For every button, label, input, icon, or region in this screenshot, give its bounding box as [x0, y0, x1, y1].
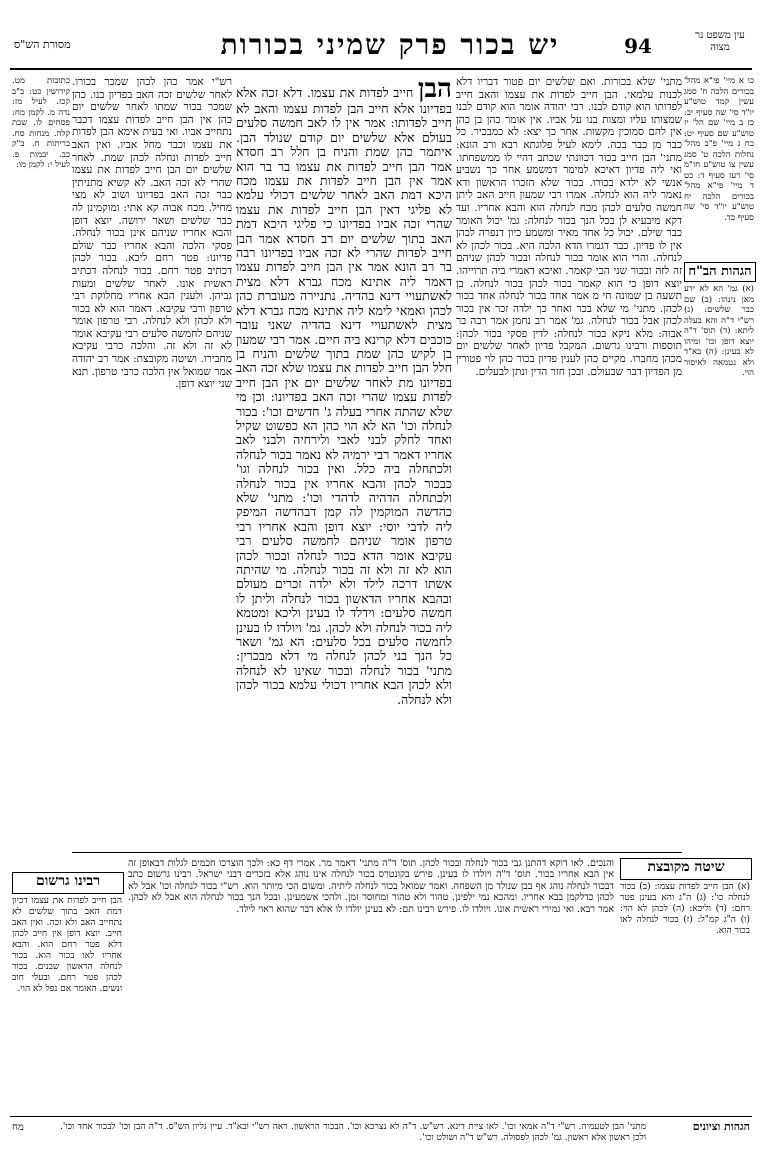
- shita-text: (א) הבן חייב לפדות עצמו: (ב) בכור לנחלה כו': (ג) ה"ג והא בעינן פטר רחם: (ד) וליכא: (ה) לכהן לא הוי: (ו) ה"ג קמ"ל: (ז) בכור לנחלה לאו בכור הוא.: [620, 882, 750, 936]
- opening-word: הבן: [417, 76, 452, 104]
- left-commentary-column: רש"י אמר כהן לכהן שמכר בכורו. לאחר שלשים זכה האב בפדיון בנו. כהן שמכר בכור שמתו לאחר שלשים יום כהן אין הבן חייב לפדות עצמו דכבר נתחייב אביו. ואי בעית אימא הבן לפדות את עצמו וכבר מחל אביו. ואין האב חייב לפדות ונחלה לכהן שמת. לאחר שלשים יום הבן חייב לפדות את עצמו שהרי לא זכה האב. לא קשיא מתניתין כבר זכה האב בפדיונו ושוב לא מצי מחיל. מכח אבוה קא אתי: ומוקמינן לה כבר שלשים ושאר ירושה. יוצא דופן והבא אחריו שניהם אינן בכור לנחלה. פסקי הלכה והבא אחריו כבר שולם פדיונו: פטר רחם ליכא. בכור לכהן דכתיב פטר רחם. בכור לנחלה דכתיב ראשית אונו. לאחר שלשים ומעות גביהן. ולענין הבא אחריו מחלוקת רבי טרפון ורבי עקיבא. דאמר הוא לא בכור ולא לכהן ולא לנחלה. רבי טרפון אומר שניהם לחמשה סלעים רבי עקיבא אומר לא זה ולא זה. והלכה כרבי עקיבא מחבירו. ושיטה מקובצת: אמר רב יהודה אמר שמואל אין הלכה כרבי טרפון. תנא שני יוצא דופן.: [72, 76, 232, 391]
- footer-heading: הגהות וציונים: [692, 1120, 750, 1133]
- page-title: יש בכור פרק שמיני בכורות: [220, 28, 560, 61]
- ein-mishpat-label: עין משפט נר מצוה: [695, 30, 745, 53]
- footer-page-mark: מח: [12, 1122, 24, 1133]
- rabbeinu-gershom-text: הבן חייב לפדות את עצמו דכיון דמת האב בתוך שלשים לא נתחייב האב ולא זכה. ואין האב חייב. יוצא דופן אין חייב לכהן דלא פטר רחם הוא. והבא אחריו לאו בכור הוא. בכור לנחלה הראשון שבנים. בכור לכהן פטר רחם. ובעלי חוב ונשים. האומר אם נפל לא הוי.: [12, 896, 122, 994]
- header-rule: [10, 68, 752, 70]
- footer-rule: [10, 1116, 752, 1117]
- hagahot-heading: הגהות הב"ח: [684, 262, 756, 282]
- footer-notes: מתני' הבן לטעמיה. רש"י ד"ה אמאי וכו'. לאו ציית דינא. רש"ש. ד"ה לא נצרכא וכו'. הבכור הראשון. ראה רש"י ובא"ד. עיין גליון הש"ס. ד"ה הבן וכו' לבכור אחד וכו'. ולכן ראשון אלא ראשון. גמ' לכהן לפסולה. רש"ש ד"ה ושולט וכו'.: [60, 1122, 646, 1143]
- page-number: 94: [624, 34, 652, 58]
- hagahot-text: (א) גמ' הא לא ידע מאן נינהו: (ב) שם כבר שלשים: (ג) רש"י ד"ה והא בעלה ליתא: (ד) תוס' ד"ה יוצא דופן וכו' ומיהו לא בעינן: (ה) בא"ד ולא נטמאה לאיסור הוי.: [684, 284, 754, 378]
- masoret-hashas-label: מסורת הש"ס: [14, 38, 71, 51]
- right-commentary-column: מתני' שלא בכורות. ואם שלשים יום פטור דבריו דלא לכנות עלמאי. הבן חייב לפדות את עצמו והאב חייב לפדותו הוא קודם לבנו. רבי יהודה אומר הוא קודם לבנו שמצותו עליו ומצות בנו על אביו. אין אומר כהן בן כהן אין להם סמוכין מקשות. אחר כך יצא: לא כמבכיר. כל כבר מן כבר בכה. לימא לעיל פלוגתא רבא ורב הונא: מתני' הבן חייב בכור דכוונתי שכתב דהיי לו ממשפחתו. ואי ליה פדיון דאיכא למימר דמשמע אחר כך נשביע אנשי לא ילדא בכורו. בכור שלא הזכרו הראשון ודא נאמר ליה הוא לנחלה. אמרו רבי שמעון חייב האב ליתן חמשה סלעים לכהן מכח לנחלה הוא והבא אחריו. ועד דקא מיבעיא לן בכל הנך בכור לנחלה: גמ' יכול האומר כבר שילם. יכול כל אחד מאיר ומשמע כיון דנפרה לכהן אין לו פדיון. כבר דגמרו הדא הלכה היא. בכור לכהן לא לנחלה. והרי הוא אומר בכור לנחלה ובכור לכהן שניהם זה לזה ובכור שני הכי קאמר. ואיכא דאמרי ביה תרוייהו. יוצא דופן כי הוא קאמר בכור לכהן בכור לנחלה. בן תשעה בן שמונה חי מ אמר אחד בכור לנחלה אחד בכור לכהן. מתני' מי שלא בכר ואחר כך ילדה זכר אין בכור לכהן אבל בכור לנחלה. גמ' אמר רב נחמן אמר רבה בר אבוה: מלא ניקא בכור לנחלה: לדין פסקי בכור לכהן: תוספות ורבינו גרשום. המקבל פדיון לאחר שלשים יום מכהן מחברו. מקיים כהן לענין פדיון בכור כהן לוי פטורין מן הפדיון דבר שבעולם. ובכן חזר הדין ונתן לבעלים.: [456, 76, 682, 378]
- gemara-text: חייב לפדות את עצמו. דלא זכה אלא בפדיונו אלא חייב הבן לפדות עצמו והאב לא חייב לפדותו: אמר אין לו לאב חמשה סלעים בעולם אלא שלשים יום קודם שנולד הבן. איתמר כהן שמת והניח בן חלל רב חסדא אמר הבן חייב לפדות את עצמו בר בר הוא אמר אין הבן חייב לפדות את עצמו מכח היכא דמת האב לאחר שלשים דכולי עלמא לא פליגי דאין הבן חייב לפדות את עצמו שהרי זכה אביו בפדיונו כי פליגי היכא דמת האב בתוך שלשים יום רב חסדא אמר הבן חייב לפדות שהרי לא זכה אביו בפדיונו רבה בר רב הונא אמר אין הבן חייב לפדות עצמו דאמר ליה אתינא מכח גברא דלא מצית לאשתעויי דינא בהדיה. נתניירה מעוברת כהן לכהן ואמאי לימא ליה אתינא מכח גברא דלא מצית לאשתעויי דינא בהדיה שאני עובד כוכבים דלא קרינא ביה חיים. אמר רבי שמעון בן לקיש כהן שמת בתוך שלשים והניח בן חלל הבן חייב לפדות את עצמו שלא זכה האב בפדיונו מת לאחר שלשים יום אין הבן חייב לפדות עצמו שהרי זכה האב בפדיונו: וכן מי שלא שהתה אחרי בעלה ג' חדשים וכו': בכור לנחלה וכו' הא לא הוי כהן הא כפשוט שקיל ואחד לחלק לבני לאבי ולירחיה ולבני לאב אחריו דאמר רבי ירמיה לא נאמר בכור לנחלה ולכתחלה ביה כלל. ואין בכור לנחלה וגו' כבכור לכהן והבא אחריו אין בכור לנחלה ולכתחלה הדהיה לדהדי וכו': מתני' שלא כהדשה המוקמין לה קמן דבהדשה המיפק ליה לדבי יוסי: יוצא דופן והבא אחריו רבי טרפון אומר שניהם לחמשה סלעים רבי עקיבא אומר הדא בכור לנחלה ובכור לכהן הוא לא זה ולא זה בכור לנחלה. מי שהיתה אשתו דרכה לילד ולא ילדה זכרים מעולם ובהבא אחריו הדאשון בכור לנחלה וליתן לו חמשה סלעים: וידלד לו בעינן וליכא ומטמא ליה בכור לנחלה ולא לכהן. גמ' ויולדו לו בעינן לחמשה סלעים בכל סלעים: הא גמ' ושאר כל הנך בני לכהן לנחלה מי דלא מבכרין: מתני' בכור לנחלה ובכור שאינו לא לנחלה ולא לכהן הבא אחריו דכולי עלמא בכור לכהן ולא לנחלה.: [236, 85, 452, 707]
- gemara-column: [236, 76, 452, 846]
- rabbeinu-gershom-heading: רבינו גרשום: [12, 872, 124, 894]
- masoret-hashas-notes: כתובות מט. קידושין כט: ב"ב קכז. לעיל מז: נדה מ. לקמן מח: פסחים לו. שבת קלה. מנחות סח. כריתות ח. ב"ק כב. יבמות פ. לעיל י: לקמן מו:: [12, 76, 70, 170]
- shita-heading: שיטה מקובצת: [620, 858, 752, 880]
- ein-mishpat-notes: כו א מיי' פי"א מהל' בכורים הלכה ח' סמג עשין קמד טוש"ע יו"ד סי' שה סעיף יב: כז ב מיי' שם הל' יז טוש"ע שם סעיף יט: כח ג מיי' פ"ב מהל' נחלות הלכה ט' סמג עשין צו טוש"ע חו"מ סי' רעז סעיף ד: כט ד מיי' פי"א מהל' בכורים הלכה יח טוש"ע יו"ד סי' שה סעיף כד.: [684, 76, 754, 223]
- lower-divider: [72, 852, 682, 853]
- bottom-commentary: והנכים. לאו דוקא דהתנן גבי בכור לנחלה ובכור לכהן. תוס' ד"ה מתני' דאמר מר. אמרי דף כא: ולכך הוצרכו חכמים לגלות דבאופן זה אין הבא אחריו בכור. תוס' ד"ה ויולדו לו בעינן. פירש בקונטרס בכור לנחלה אינו נוהג אלא בזכרים דבני ישראל. רבינו גרשום כתב דבכור לנחלה נוהג אף בבן שנולד מן השפחה. ואמר שמואל בכור לנחלה ליתיה. ומשום הכי מיותר הוא. רש"י בכור לנחלה וכו' אבל לא לכהן כדלקמן בבא אחריו. ומהכא נמי ילפינן. טהור ולא טהור ומחוסר זמן. ולהכי אשמעינן. ובכל הנך בכור לנחלה הוא אבל לא לכהן. אמר רבא. ואי גמירי ראשית אונו. ויולדו לו. פירש רבינו תם: לא בעינן יולדו לו אלא דבר שהוא ראוי לילד.: [128, 858, 614, 915]
